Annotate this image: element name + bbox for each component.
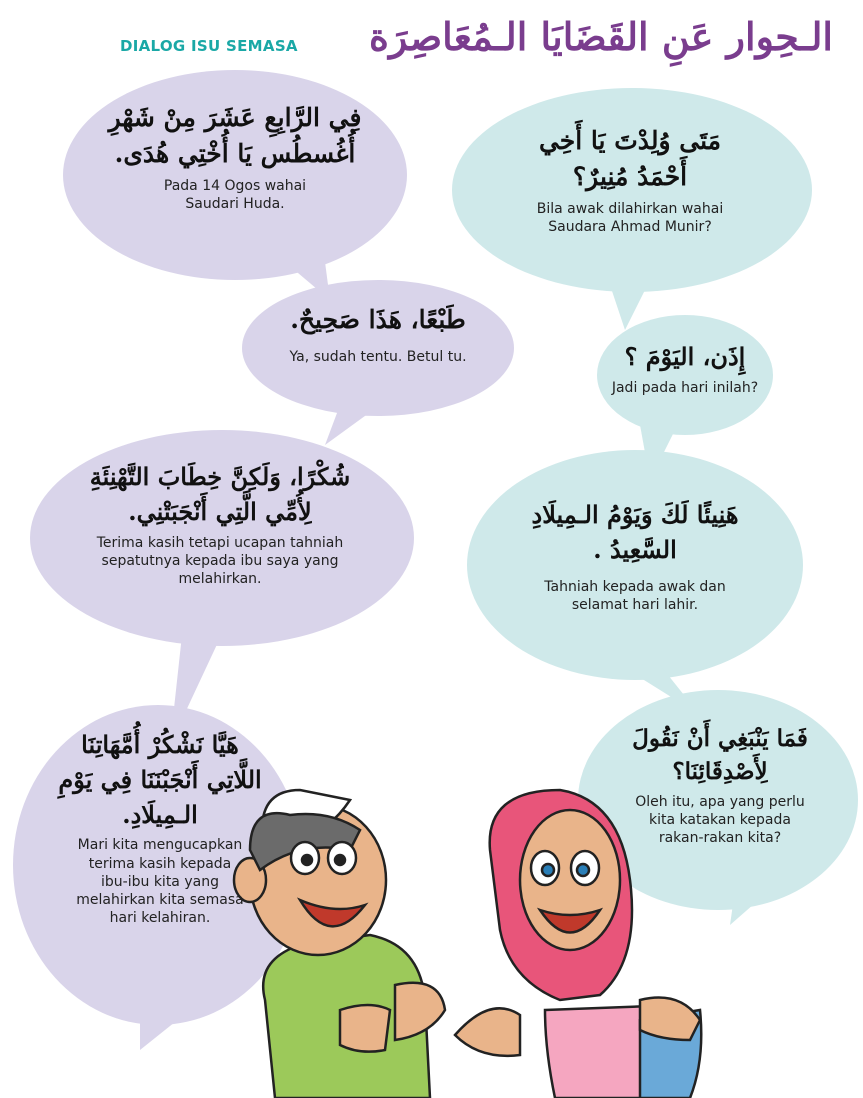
bubble-6-malay-line-1: Tahniah kepada awak dan <box>544 578 726 595</box>
bubble-7-malay-line-2: terima kasih kepada <box>88 855 232 872</box>
bubble-7-malay-line-4: melahirkan kita semasa <box>76 891 244 908</box>
bubble-2-malay <box>475 200 785 236</box>
speech-bubble-6 <box>485 498 785 614</box>
bubble-7-tail <box>140 1010 190 1050</box>
bubble-8-malay <box>600 793 840 848</box>
bubble-1-arabic-line-2: أُغُسطُس يَا أُخْتِي هُدَى. <box>114 139 356 169</box>
speech-bubble-4 <box>605 340 765 397</box>
bubble-6-arabic-line-2: السَّعِيدُ . <box>593 534 677 564</box>
bubble-7-malay-line-3: ibu-ibu kita yang <box>101 873 219 890</box>
bubble-7-malay-line-1: Mari kita mengucapkan <box>77 837 243 854</box>
bubble-5-arabic <box>55 460 385 530</box>
speech-bubble-2 <box>475 123 785 236</box>
bubble-7-arabic-line-1: هَيَّا نَشْكُرْ أُمَّهَاتِنَا <box>81 730 239 759</box>
bubble-5-malay-line-2: sepatutnya kepada ibu saya yang <box>101 552 339 569</box>
speech-bubble-5 <box>55 460 385 588</box>
bubble-2-arabic <box>475 123 785 196</box>
speech-bubble-3 <box>262 302 494 366</box>
speech-bubble-1 <box>80 100 390 213</box>
bubble-7-malay-line-5: hari kelahiran. <box>109 910 211 927</box>
bubble-8-arabic-line-2: لِأَصْدِقَائِنَا؟ <box>672 758 768 786</box>
bubble-1-malay <box>80 177 390 213</box>
speech-bubble-7 <box>30 728 290 927</box>
bubble-2-arabic-line-1: مَتَى وُلِدْتَ يَا أَخِي <box>538 126 722 155</box>
bubble-4-malay-line-1: Jadi pada hari inilah? <box>611 379 759 396</box>
bubble-6-arabic-line-1: هَنِيئًا لَكَ وَيَوْمُ الـمِيلَادِ <box>531 500 739 529</box>
bubble-4-arabic-line-1: إِذَن، اليَوْمَ ؟ <box>624 342 746 371</box>
bubble-8-malay-line-3: rakan-rakan kita? <box>658 830 782 847</box>
bubble-8-malay-line-2: kita katakan kepada <box>649 811 791 828</box>
bubble-4-malay <box>605 379 765 397</box>
bubble-8-tail <box>730 890 770 925</box>
bubble-8-arabic-line-1: فَمَا يَنْبَغِي أَنْ نَقُولَ <box>632 725 808 752</box>
bubble-1-malay-line-2: Saudari Huda. <box>185 195 285 212</box>
bubble-7-arabic-line-3: الـمِيلَادِ. <box>122 799 198 829</box>
bubble-5-malay <box>55 534 385 589</box>
bubble-8-arabic <box>600 722 840 789</box>
bubble-3-arabic <box>262 302 494 338</box>
bubble-6-malay-line-2: selamat hari lahir. <box>571 596 699 613</box>
bubble-5-malay-line-1: Terima kasih tetapi ucapan tahniah <box>96 534 344 551</box>
bubble-3-malay <box>262 348 494 366</box>
bubble-1-arabic <box>80 100 390 173</box>
bubble-7-arabic-line-2: اللَّاتِي أَنْجَبْنَنَا فِي يَوْمِ <box>58 764 262 794</box>
bubble-2-arabic-line-2: أَحْمَدُ مُنِيرٌ؟ <box>572 162 688 192</box>
bubble-1-malay-line-1: Pada 14 Ogos wahai <box>163 177 307 194</box>
bubble-2-malay-line-1: Bila awak dilahirkan wahai <box>536 200 724 217</box>
bubble-3-malay-line-1: Ya, sudah tentu. Betul tu. <box>289 349 467 366</box>
page-title: الـحِوار عَنِ القَضَايَا الـمُعَاصِرَة <box>369 14 833 59</box>
bubble-6-arabic <box>485 498 785 568</box>
bubble-5-arabic-line-2: لِأُمِّي الَّتِي أَنْجَبَتْنِي. <box>128 496 312 526</box>
bubble-7-malay <box>30 836 290 927</box>
bubble-8-malay-line-1: Oleh itu, apa yang perlu <box>635 793 805 810</box>
bubble-5-malay-line-3: melahirkan. <box>178 570 262 587</box>
bubble-3-arabic-line-1: طَبْعًا، هَذَا صَحِيحٌ. <box>290 305 466 334</box>
bubble-5-arabic-line-1: شُكْرًا، وَلَكِنَّ خِطَابَ التَّهْنِئَةِ <box>89 462 351 491</box>
bubble-1-arabic-line-1: فِي الرَّابِعِ عَشَرَ مِنْ شَهْرِ <box>108 103 362 132</box>
section-label: DIALOG ISU SEMASA <box>120 37 298 55</box>
bubble-4-arabic <box>605 340 765 375</box>
bubble-2-malay-line-2: Saudara Ahmad Munir? <box>548 218 712 235</box>
speech-bubble-8 <box>600 722 840 847</box>
bubble-6-malay <box>485 578 785 614</box>
bubble-7-arabic <box>30 728 290 832</box>
